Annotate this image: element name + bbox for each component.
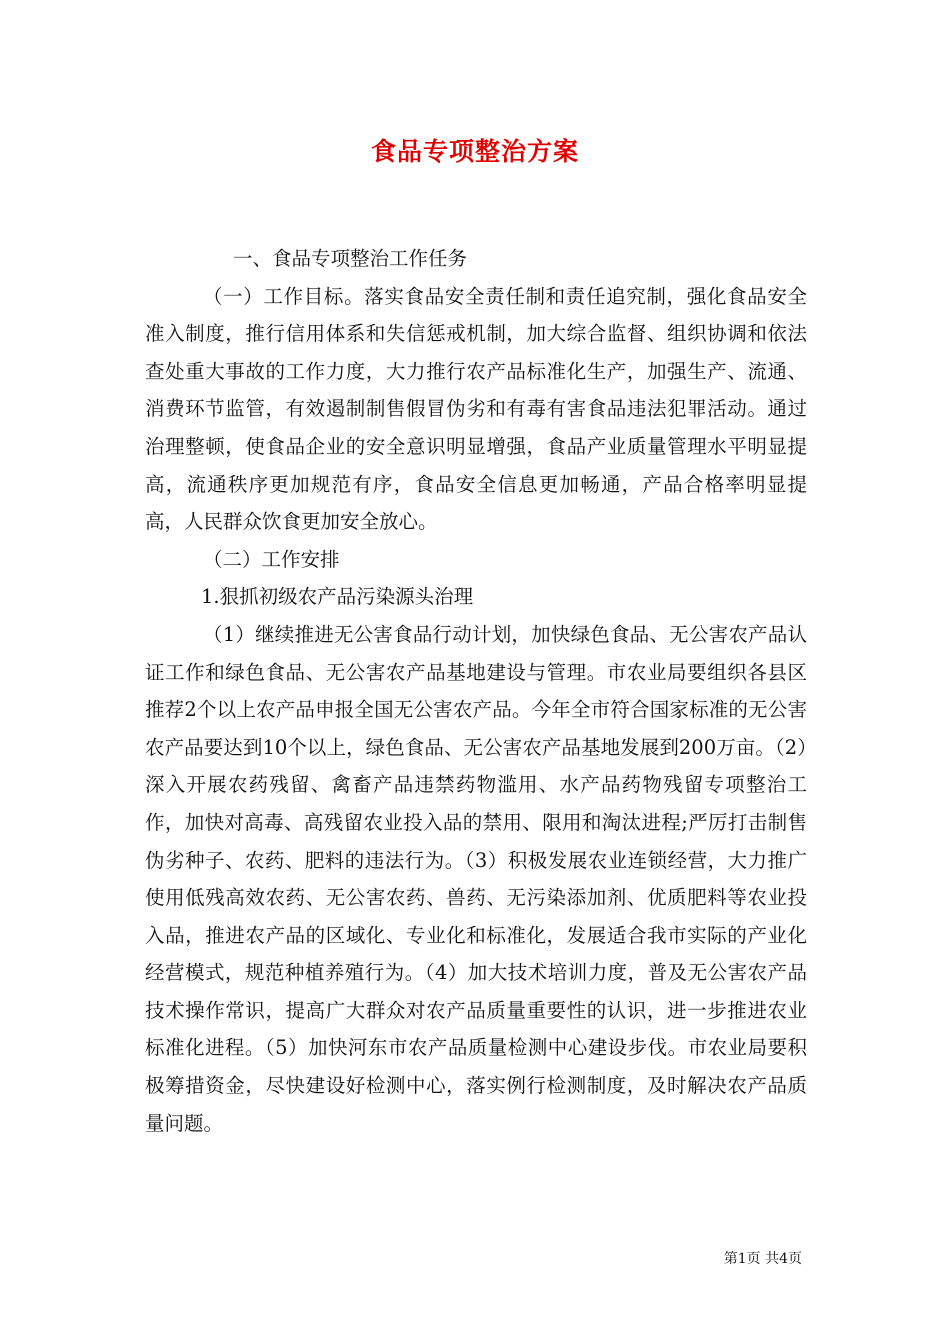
arrangement-heading: （二）工作安排 xyxy=(203,547,340,571)
document-body xyxy=(145,240,807,1142)
item1-paragraph: （1）继续推进无公害食品行动计划，加快绿色食品、无公害农产品认证工作和绿色食品、无公害农产品基地建设与管理。市农业局要组织各县区推荐2个以上农产品申报全国无公害农产品。今年全市符合国家标准的无公害农产品要达到10个以上，绿色食品、无公害农产品基地发展到200万亩。（2）深入开展农药残留、禽畜产品违禁药物滥用、水产品药物残留专项整治工作，加快对高毒、高残留农业投入品的禁用、限用和淘汰进程;严厉打击制售伪劣种子、农药、肥料的违法行为。（3）积极发展农业连锁经营，大力推广使用低残高效农药、无公害农药、兽药、无污染添加剂、优质肥料等农业投入品，推进农产品的区域化、专业化和标准化，发展适合我市实际的产业化经营模式，规范种植养殖行为。（4）加大技术培训力度，普及无公害农产品技术操作常识，提高广大群众对农产品质量重要性的认识，进一步推进农业标准化进程。（5）加快河东市农产品质量检测中心建设步伐。市农业局要积极筹措资金，尽快建设好检测中心，落实例行检测制度，及时解决农产品质量问题。 xyxy=(145,622,807,1135)
page-number: 第1页 共4页 xyxy=(723,1251,802,1267)
document-title: 食品专项整治方案 xyxy=(370,137,579,166)
item1-heading: 1.狠抓初级农产品污染源头治理 xyxy=(201,585,474,609)
section-heading: 一、食品专项整治工作任务 xyxy=(233,247,468,270)
goal-paragraph: （一）工作目标。落实食品安全责任制和责任追究制，强化食品安全准入制度，推行信用体系和失信惩戒机制，加大综合监督、组织协调和依法查处重大事故的工作力度，大力推行农产品标准化生产，加强生产、流通、消费环节监管，有效遏制制售假冒伪劣和有毒有害食品违法犯罪活动。通过治理整顿，使食品企业的安全意识明显增强，食品产业质量管理水平明显提高，流通秩序更加规范有序，食品安全信息更加畅通，产品合格率明显提高，人民群众饮食更加安全放心。 xyxy=(145,284,807,534)
